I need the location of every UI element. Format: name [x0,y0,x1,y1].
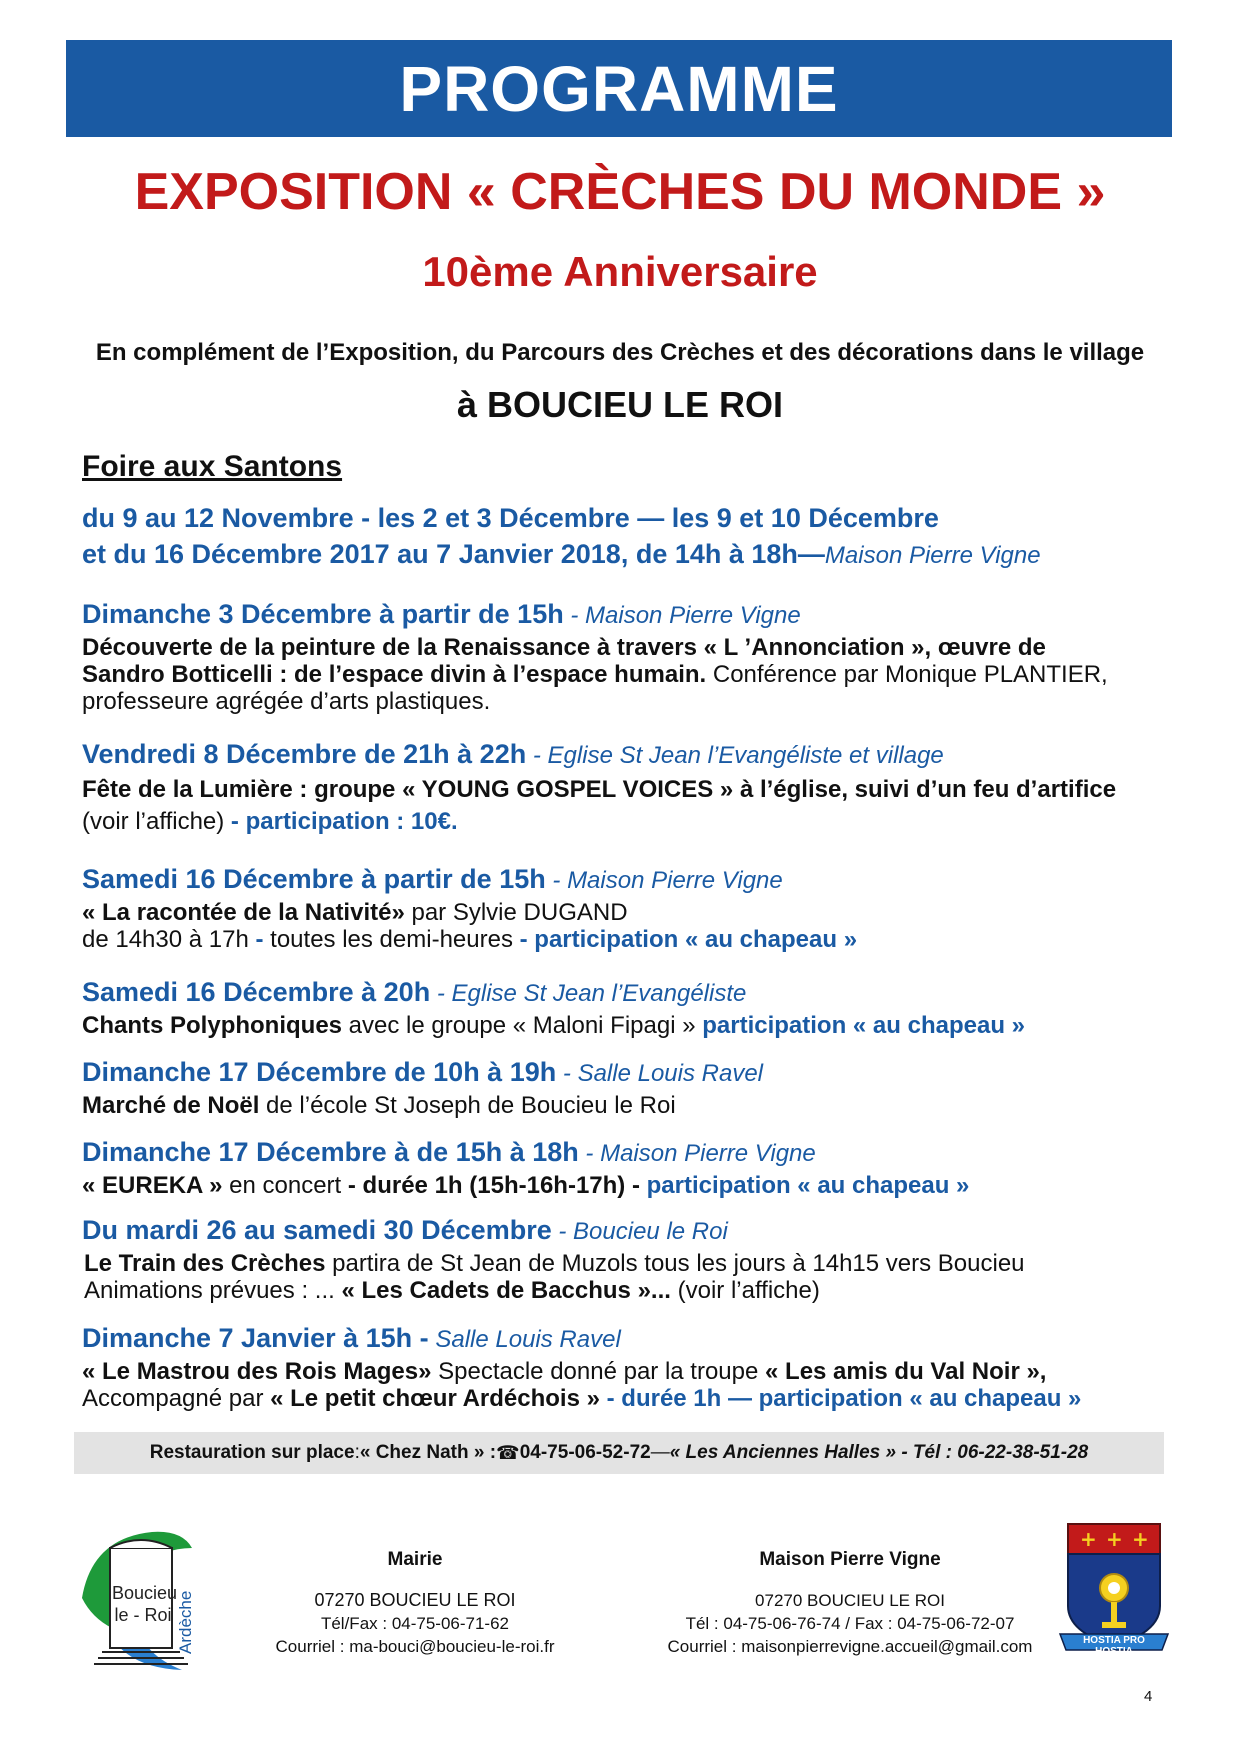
event-desc: (voir l’affiche) - participation : 10€. [82,808,458,835]
event-location: - Salle Louis Ravel [556,1060,763,1087]
anniversary-subtitle: 10ème Anniversaire [422,248,818,295]
event-desc: « La racontée de la Nativité» par Sylvie DUGAND [82,899,628,926]
maison-email: Courriel : maisonpierrevigne.accueil@gmail.com [667,1637,1033,1656]
event-desc: Fête de la Lumière : groupe « YOUNG GOSPEL VOICES » à l’église, suivi d’un feu d’artifice [82,776,1117,803]
crest-motto: HOSTIA PRO HOSTIA [1083,1635,1145,1657]
programme-banner [66,40,1172,137]
maison-phone: Tél : 04-75-06-76-74 / Fax : 04-75-06-72-07 [685,1614,1015,1633]
logo-side-text: Ardèche [176,1590,195,1654]
boucieu-logo [72,1518,222,1678]
event-desc: Sandro Botticelli : de l’espace divin à l’espace humain. Conférence par Monique PLANTIER, [82,661,1108,688]
mairie-phone: Tél/Fax : 04-75-06-71-62 [320,1614,510,1633]
exposition-title: EXPOSITION « CRÈCHES DU MONDE » [134,163,1106,221]
event-desc: de 14h30 à 17h - toutes les demi-heures - participation « au chapeau » [82,926,858,953]
foire-line-2: et du 16 Décembre 2017 au 7 Janvier 2018, de 14h à 18h—Maison Pierre Vigne [82,539,1041,569]
maison-title: Maison Pierre Vigne [759,1549,941,1570]
event-desc: Chants Polyphoniques avec le groupe « Maloni Fipagi » participation « au chapeau » [82,1012,1025,1039]
event-desc: Animations prévues : ... « Les Cadets de Bacchus »... (voir l’affiche) [84,1277,820,1304]
maison-address: 07270 BOUCIEU LE ROI [755,1591,945,1610]
event-date: Vendredi 8 Décembre de 21h à 22h - Eglise St Jean l’Evangéliste et village [82,739,944,769]
mairie-address: 07270 BOUCIEU LE ROI [314,1590,516,1610]
foire-title: Foire aux Santons [82,450,343,483]
logo-text: Boucieu le - Roi [112,1583,178,1625]
event-item [82,974,1182,1039]
event-date: Dimanche 3 Décembre à partir de 15h - Maison Pierre Vigne [82,599,801,629]
restauration-label: Restauration sur place [149,1442,355,1463]
event-location: - Maison Pierre Vigne [578,1140,816,1167]
svg-text:+: + [1106,1527,1123,1551]
event-date: Samedi 16 Décembre à partir de 15h - Maison Pierre Vigne [82,864,783,894]
event-date: Samedi 16 Décembre à 20h - Eglise St Jean l’Evangéliste [82,977,747,1007]
event-location: - Eglise St Jean l’Evangéliste [430,980,747,1007]
event-desc: Accompagné par « Le petit chœur Ardéchois » - durée 1h — participation « au chapeau » [82,1385,1082,1412]
mairie-contact [220,1548,610,1658]
event-desc: Découverte de la peinture de la Renaissance à travers « L ’Annonciation », œuvre de [82,634,1046,661]
event-date: Dimanche 17 Décembre de 10h à 19h - Salle Louis Ravel [82,1057,763,1087]
event-date: Du mardi 26 au samedi 30 Décembre - Boucieu le Roi [82,1215,728,1245]
event-item [82,861,1182,953]
foire-line-1: du 9 au 12 Novembre - les 2 et 3 Décembre — les 9 et 10 Décembre [82,503,939,533]
intro-text: En complément de l’Exposition, du Parcours des Crèches et des décorations dans le village [95,339,1145,366]
page-number: 4 [1144,1688,1153,1705]
svg-text:+: + [1080,1527,1097,1551]
event-location: Salle Louis Ravel [428,1326,621,1353]
mairie-email: Courriel : ma-bouci@boucieu-le-roi.fr [275,1637,555,1656]
village-name: à BOUCIEU LE ROI [456,384,784,425]
event-item [82,1320,1182,1412]
event-date: Dimanche 17 Décembre à de 15h à 18h - Maison Pierre Vigne [82,1137,816,1167]
event-desc: professeure agrégée d’arts plastiques. [82,688,491,715]
event-desc: « EUREKA » en concert - durée 1h (15h-16h-17h) - participation « au chapeau » [82,1172,970,1199]
event-location: - Maison Pierre Vigne [545,867,783,894]
restauration-bar: Restauration sur place : « Chez Nath » : ☎ 04-75-06-52-72 — « Les Anciennes Halles » - Tél : 06-22-38-51-28 [74,1432,1164,1474]
event-date: Dimanche 7 Janvier à 15h - Salle Louis Ravel [82,1323,621,1353]
event-item [82,1134,1182,1199]
phone-icon: ☎ [496,1442,520,1464]
event-location: - Boucieu le Roi [551,1218,728,1245]
svg-text:+: + [1132,1527,1149,1551]
mairie-title: Mairie [387,1549,443,1570]
event-desc: Le Train des Crèches partira de St Jean de Muzols tous les jours à 14h15 vers Boucieu [84,1250,1025,1277]
event-location: - Eglise St Jean l’Evangéliste et village [526,742,944,769]
maison-contact [630,1548,1070,1658]
foire-location: Maison Pierre Vigne [824,542,1041,569]
event-item [82,736,1182,838]
event-desc: « Le Mastrou des Rois Mages» Spectacle donné par la troupe « Les amis du Val Noir », [82,1358,1047,1385]
event-item [82,1212,1182,1304]
event-desc: Marché de Noël de l’école St Joseph de Boucieu le Roi [82,1092,676,1119]
crest-logo [1058,1522,1170,1657]
event-item [82,596,1182,715]
event-item [82,1054,1182,1119]
foire-dates [82,500,1182,574]
banner-title: PROGRAMME [399,52,839,125]
event-location: - Maison Pierre Vigne [563,602,801,629]
